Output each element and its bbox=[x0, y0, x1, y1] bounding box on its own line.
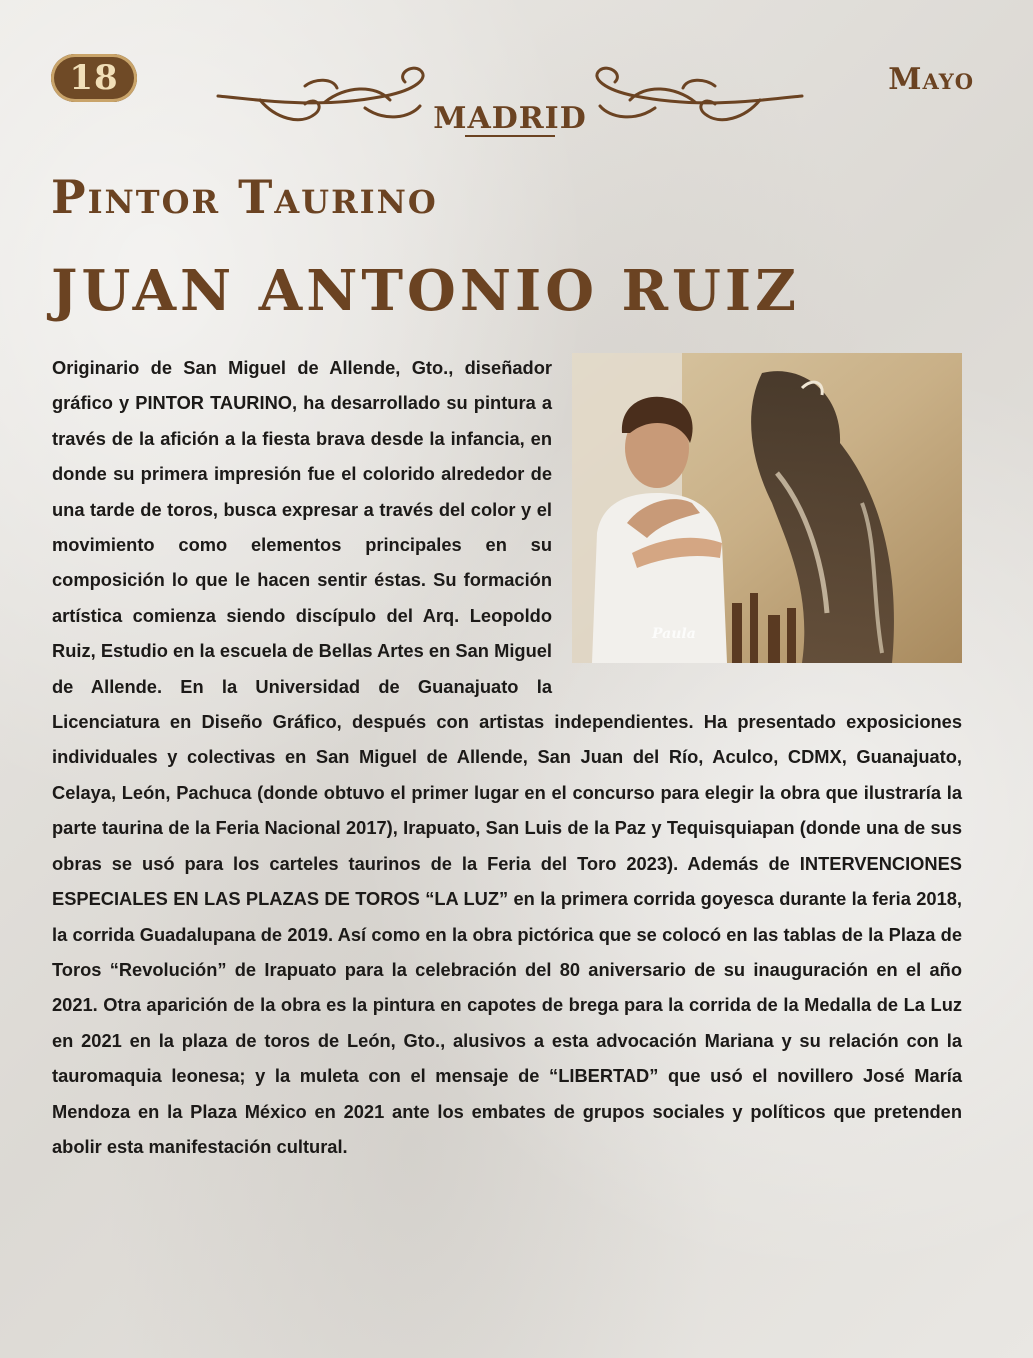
artist-photo bbox=[572, 353, 962, 663]
page-number-badge bbox=[51, 54, 137, 102]
article-headline: JUAN ANTONIO RUIZ bbox=[51, 258, 800, 324]
article-body bbox=[52, 350, 962, 1164]
madrid-logo-ornament bbox=[215, 56, 805, 148]
logo-text: MADRID bbox=[433, 101, 587, 136]
article-paragraph: Originario de San Miguel de Allende, Gto., diseñador gráfico y PINTOR TAURINO, ha desarrollado su pintura a través de la afición a la fiesta brava desde la infancia, en donde su primera impresión fue el colorido alrededor de una tarde de toros, busca expresar a través del color y el movimiento como elementos principales en su composición lo que le hacen sentir éstas. Su formación artística comienza siendo discípulo del Arq. Leopoldo Ruiz, Estudio en la escuela de Bellas Artes en San Miguel de Allende. En la Universidad de Guanajuato la Licenciatura en Diseño Gráfico, después con artistas independientes. Ha presentado exposiciones individuales y colectivas en San Miguel de Allende, San Juan del Río, Aculco, CDMX, Guanajuato, Celaya, León, Pachuca (donde obtuvo el primer lugar en el concurso para elegir la obra que ilustraría la parte taurina de la Feria Nacional 2017), Irapuato, San Luis de la Paz y Tequisquiapan (donde una de sus obras se usó para los carteles taurinos de la Feria del Toro 2023). Además de INTERVENCIONES ESPECIALES EN LAS PLAZAS DE TOROS “LA LUZ” en la primera corrida goyesca durante la feria 2018, la corrida Guadalupana de 2019. Así como en la obra pictórica que se colocó en las tablas de la Plaza de Toros “Revolución” de Irapuato para la celebración del 80 aniversario de su inauguración en el año 2021. Otra aparición de la obra es la pintura en capotes de brega para la corrida de la Medalla de La Luz en 2021 en la plaza de toros de León, Gto., alusivos a esta advocación Mariana y su relación con la tauromaquia leonesa; y la muleta con el mensaje de “LIBERTAD” que usó el novillero José María Mendoza en la Plaza México en 2021 ante los embates de grupos sociales y políticos que pretenden abolir esta manifestación cultural. bbox=[52, 357, 962, 1157]
photo-signature: Paula bbox=[652, 626, 696, 642]
issue-month: Mayo bbox=[888, 62, 974, 97]
page-number: 18 bbox=[69, 58, 119, 98]
photo-illustration bbox=[572, 353, 962, 663]
section-title: Pintor Taurino bbox=[51, 170, 438, 224]
